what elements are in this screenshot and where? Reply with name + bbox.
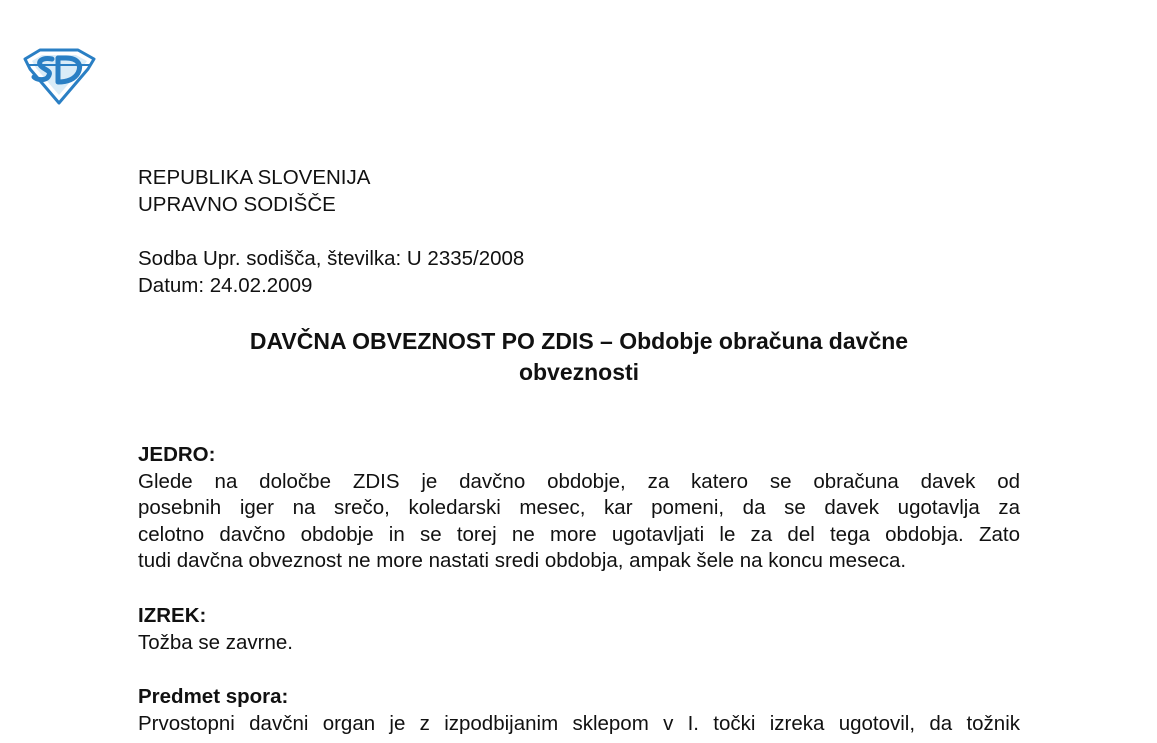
verdict-text: Tožba se zavrne.: [138, 630, 293, 654]
paragraph-line: Glede na določbe ZDIS je davčno obdobje, za katero se obračuna davek od: [138, 469, 1020, 493]
document-title: [138, 326, 1020, 388]
document-header: [138, 165, 1020, 218]
case-info: [138, 246, 1020, 299]
title-line-1: DAVČNA OBVEZNOST PO ZDIS – Obdobje obračuna davčne: [249, 328, 909, 354]
section-predmet-spora: [138, 684, 1020, 737]
section-heading: Predmet spora:: [138, 685, 289, 708]
paragraph-line: posebnih iger na srečo, koledarski mesec, kar pomeni, da se davek ugotavlja za: [138, 496, 1020, 519]
section-heading: JEDRO:: [138, 443, 216, 466]
section-izrek: [138, 603, 1020, 656]
court-logo-icon: [22, 47, 96, 105]
title-line-2: obveznosti: [518, 359, 640, 385]
court-line: UPRAVNO SODIŠČE: [138, 192, 336, 216]
case-date: Datum: 24.02.2009: [138, 273, 313, 297]
paragraph-line: Prvostopni davčni organ je z izpodbijanim sklepom v I. točki izreka ugotovil, da tožnik: [138, 711, 1020, 735]
paragraph-line: celotno davčno obdobje in se torej ne more ugotavljati le za del tega obdobja. Zato: [138, 522, 1020, 546]
section-heading: IZREK:: [138, 604, 207, 627]
section-jedro: [138, 442, 1020, 575]
paragraph-line: tudi davčna obveznost ne more nastati sredi obdobja, ampak šele na koncu meseca.: [138, 549, 907, 572]
case-number: Sodba Upr. sodišča, številka: U 2335/2008: [138, 247, 525, 270]
country-line: REPUBLIKA SLOVENIJA: [138, 166, 371, 189]
